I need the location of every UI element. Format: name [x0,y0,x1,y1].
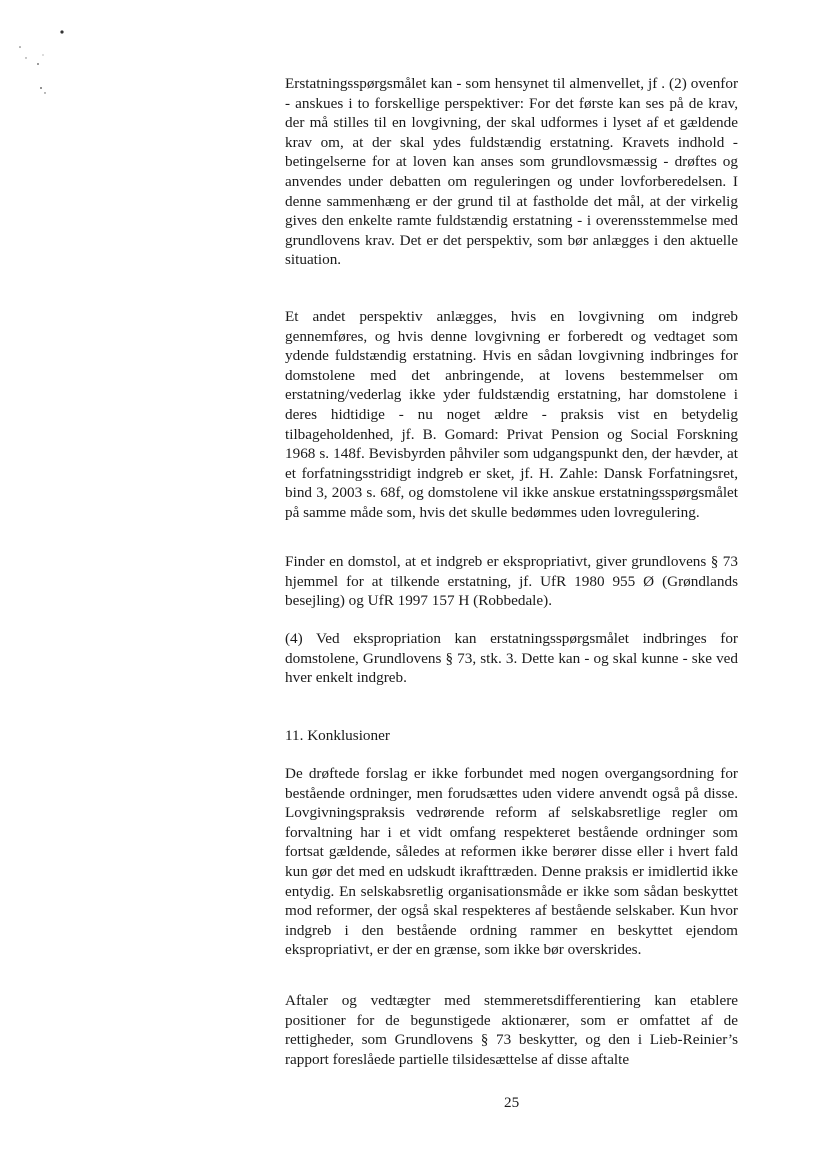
paragraph-3: Finder en domstol, at et indgreb er ekspropriativt, giver grundlovens § 73 hjemmel for at tilkende erstatning, jf. UfR 1980 955 Ø (Grøndlands besejling) og UfR 1997 157 H (Robbedale). [285,553,738,610]
conclusion-paragraph-1: De drøftede forslag er ikke forbundet med nogen overgangsordning for bestående ordninger, men forudsættes uden videre anvendt også på disse. Lovgivningspraksis vedrørende reform af selskabsretlige regler om forvaltning har i et vidt omfang respekteret bestående ordninger som fortsat gældende, således at reformen ikke berører disse eller i hvert fald kun gør det med en udskudt ikrafttræden. Denne praksis er imidlertid ikke entydig. En selskabsretlig organisationsmåde er ikke som sådan beskyttet mod reformer, der også skal respekteres af bestående selskaber. Kun hvor indgreb i den bestående ordning rammer en beskyttet ejendom ekspropriativt, er der en grænse, som ikke bør overskrides. [285,765,738,959]
text-column [285,74,738,1068]
paragraph-4: (4) Ved ekspropriation kan erstatningsspørgsmålet indbringes for domstolene, Grundlovens § 73, stk. 3. Dette kan - og skal kunne - ske ved hver enkelt indgreb. [285,630,738,687]
section-heading: 11. Konklusioner [285,727,390,744]
paragraph-2: Et andet perspektiv anlægges, hvis en lovgivning om indgreb gennemføres, og hvis denne lovgivning er forberedt og vedtaget som ydende fuldstændig erstatning. Hvis en sådan lovgivning indbringes for domstolene med det anbringende, at lovens bestemmelser om erstatning/vederlag ikke yder fuldstændig erstatning, har domstolene i deres hidtidige - nu noget ældre - praksis vist en betydelig tilbageholdenhed, jf. B. Gomard: Privat Pension og Social Forskning 1968 s. 148f. Bevisbyrden påhviler som udgangspunkt den, der hævder, at et forfatningsstridigt indgreb er sket, jf. H. Zahle: Dansk Forfatningsret, bind 3, 2003 s. 68f, og domstolene vil ikke anskue erstatningsspørgsmålet på samme måde som, hvis det skulle bedømmes uden lovregulering. [285,308,738,521]
conclusion-paragraph-2: Aftaler og vedtægter med stemmeretsdifferentiering kan etablere positioner for de begunstigede aktionærer, som er omfattet af de rettigheder, som Grundlovens § 73 beskytter, og den i Lieb-Reinier’s rapport foreslåede partielle tilsidesættelse af disse aftalte [285,992,738,1068]
scan-specks [0,0,80,110]
paragraph-1: Erstatningsspørgsmålet kan - som hensynet til almenvellet, jf . (2) ovenfor - anskues i to forskellige perspektiver: For det første kan ses på de krav, der må stilles til en lovgivning, der skal udformes i lyset af et gældende krav om, at der skal ydes fuldstændig erstatning. Kravets indhold - betingelserne for at loven kan anses som grundlovsmæssig - drøftes og anvendes under debatten om reguleringen og under lovforberedelsen. I denne sammenhæng er der grund til at fastholde det mål, at der virkelig gives den enkelte ramte fuldstændig erstatning - i overensstemmelse med grundlovens krav. Det er det perspektiv, som bør anlægges i den aktuelle situation. [285,75,738,269]
page-number: 25 [504,1094,520,1111]
